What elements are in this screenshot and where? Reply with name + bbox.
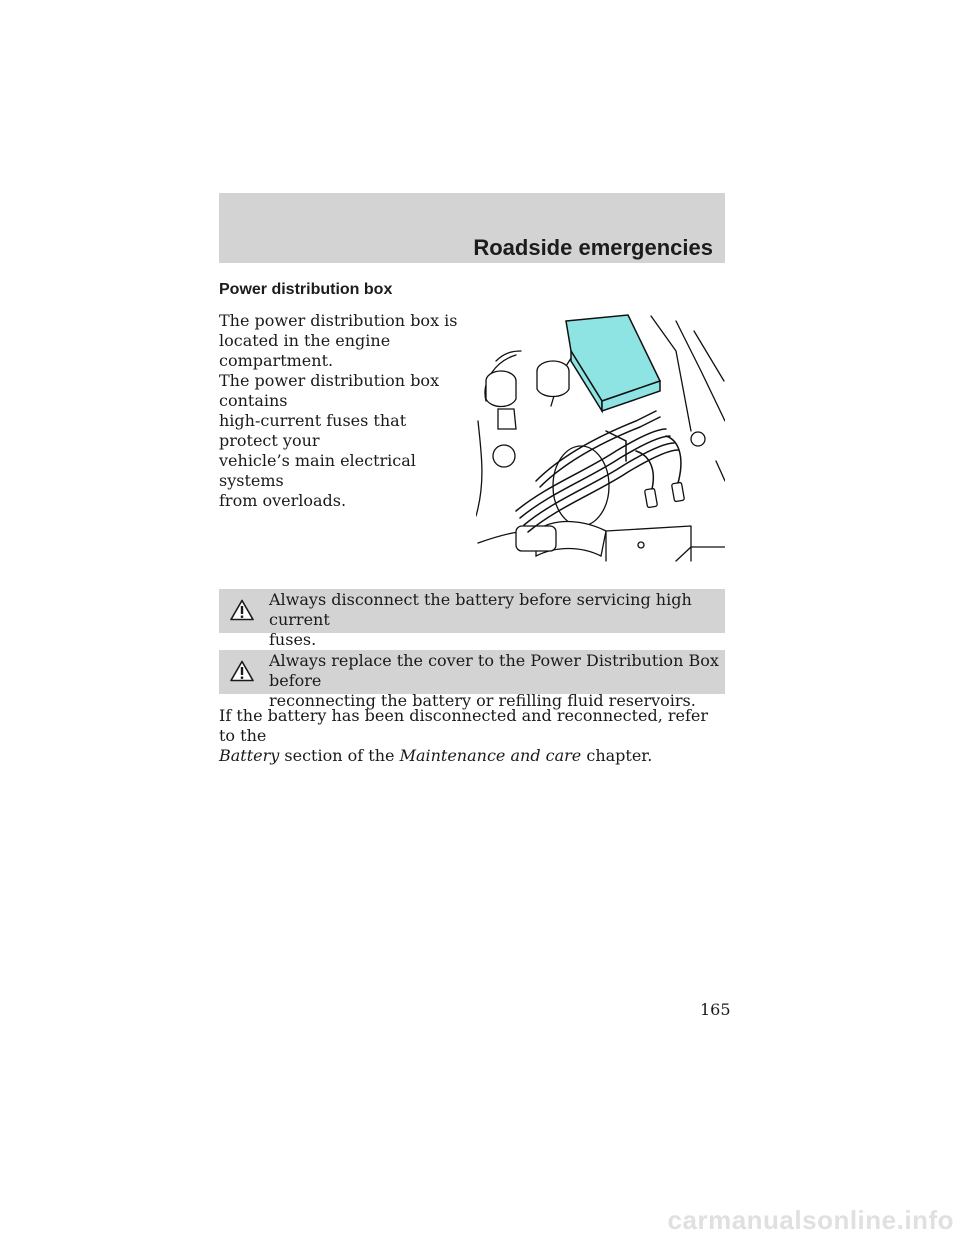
- intro-paragraph: [219, 311, 469, 511]
- warning-line: reconnecting the battery or refilling fluid reservoirs.: [269, 691, 696, 710]
- intro-line: high-current fuses that protect your: [219, 411, 407, 450]
- warning-callout: [219, 650, 725, 710]
- intro-line: from overloads.: [219, 491, 347, 510]
- chapter-header: [219, 193, 725, 263]
- engine-compartment-illustration: [476, 311, 725, 563]
- warning-line: fuses.: [269, 630, 317, 649]
- chapter-title: Roadside emergencies: [473, 235, 713, 260]
- warning-line: Always disconnect the battery before servicing high current: [269, 590, 692, 629]
- intro-line: located in the engine compartment.: [219, 331, 391, 370]
- intro-line: The power distribution box is: [219, 311, 458, 330]
- chapter-reference: Maintenance and care: [399, 746, 582, 765]
- closing-text: section of the: [284, 746, 395, 765]
- warning-callout: [219, 589, 725, 649]
- power-distribution-box: [566, 315, 660, 411]
- intro-line: The power distribution box contains: [219, 371, 440, 410]
- closing-line: If the battery has been disconnected and reconnected, refer to the: [219, 706, 709, 745]
- warning-text: [269, 590, 719, 650]
- warning-line: Always replace the cover to the Power Distribution Box before: [269, 651, 719, 690]
- watermark: carmanualsonline.info: [667, 1205, 954, 1235]
- closing-text: chapter.: [586, 746, 653, 765]
- warning-text: [269, 651, 719, 711]
- warning-triangle-icon: [230, 660, 254, 682]
- page-number: 165: [700, 1000, 731, 1019]
- intro-line: vehicle’s main electrical systems: [219, 451, 416, 490]
- closing-paragraph: [219, 706, 729, 766]
- battery-reference: Battery: [219, 746, 280, 765]
- section-heading: Power distribution box: [219, 281, 393, 298]
- warning-triangle-icon: [230, 599, 254, 621]
